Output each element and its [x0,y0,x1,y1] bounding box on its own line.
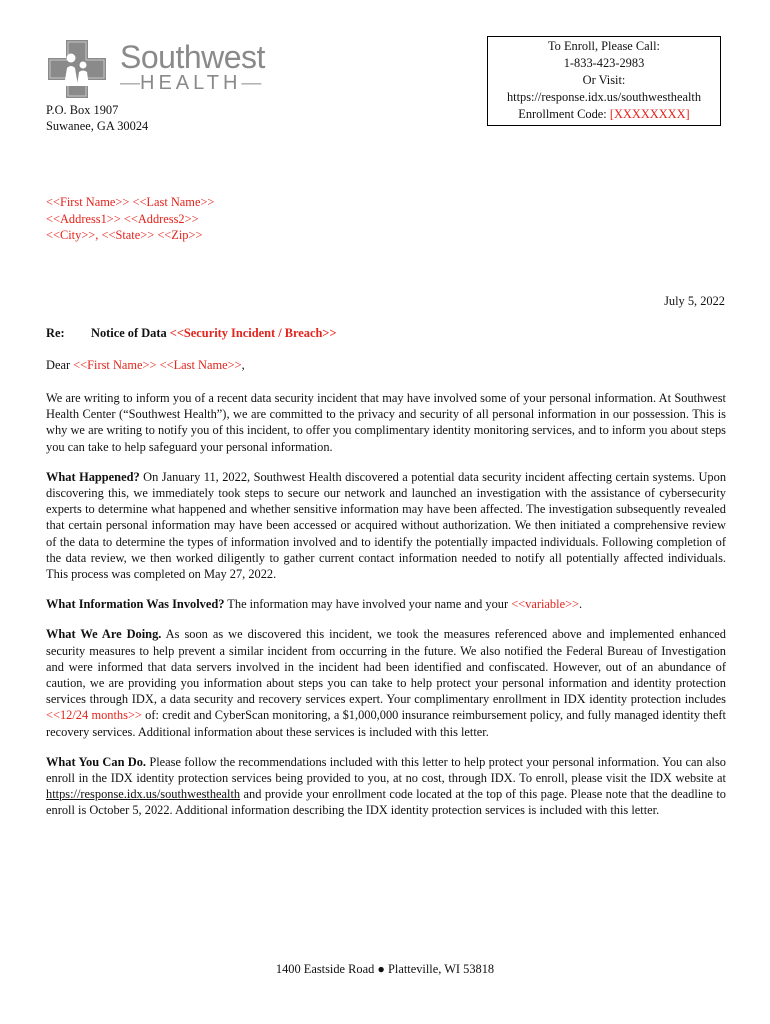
what-happened-heading: What Happened? [46,469,140,484]
what-we-are-doing-text-2: of: credit and CyberScan monitoring, a $1,000,000 insurance reimbursement policy, and fully managed identity theft recovery services. Additional information about these services is included with this letter. [46,708,726,739]
enrollment-code [488,106,720,123]
medical-cross-family-icon [46,38,108,100]
enroll-phone: 1-833-423-2983 [563,56,645,70]
return-address-line: Suwanee, GA 30024 [46,119,149,134]
recipient-address [46,194,214,244]
what-you-can-do-text-2: and provide your enrollment code located at the top of this page. Please note that the deadline to enroll is October 5, 2022. Additional information describing the IDX identity protection services is included with this letter. [46,787,726,818]
enroll-call-label: To Enroll, Please Call: [547,39,660,53]
info-involved-paragraph [46,596,726,612]
logo-wordmark: Southwest [120,39,265,75]
footer-address: 1400 Eastside Road ● Platteville, WI 53818 [275,962,495,976]
info-involved-heading: What Information Was Involved? [46,597,225,612]
recipient-street: <<Address1>> <<Address2>> [46,211,199,226]
subject-prefix: Notice of Data [91,326,170,340]
salutation-name: <<First Name>> <<Last Name>> [73,358,242,372]
recipient-city-state-zip: <<City>>, <<State>> <<Zip>> [46,228,203,242]
what-we-are-doing-text: As soon as we discovered this incident, we took the measures referenced above and implemented enhanced security measures to help prevent a similar incident from occurring in the future. We also notified the Federal Bureau of Investigation and were informed that data servers involved in the incident had been identified and confiscated. However, out of an abundance of caution, we are providing you information about steps you can take to help protect your personal information and identity protection services through IDX, a data security and recovery services expert. Your complimentary enrollment in IDX identity protection includes [46,627,726,707]
enroll-url[interactable]: https://response.idx.us/southwesthealth [506,90,702,104]
letter-body [46,390,726,833]
recipient-name: <<First Name>> <<Last Name>> [46,195,215,209]
subject-label: Re: [46,326,65,340]
enrollment-code-label: Enrollment Code: [518,107,610,121]
what-you-can-do-heading: What You Can Do. [46,754,147,769]
southwest-health-logo [46,38,306,100]
subject-variable: <<Security Incident / Breach>> [169,326,337,340]
what-happened-text: On January 11, 2022, Southwest Health discovered a potential data security incident affecting certain systems. Upon discovering this, we immediately took steps to secure our network and launched an investigation with the assistance of cybersecurity experts to determine what happened and whether sensitive information may have been affected. The investigation subsequently revealed that certain personal information may have been accessed or acquired without authorization. We then initiated a comprehensive review of the data to determine the types of information involved and to identify the potentially impacted individuals. Following completion of the data review, we then worked diligently to gather current contact information needed to notify all potentially affected individuals. This process was completed on May 27, 2022. [46,469,727,582]
what-we-are-doing-heading: What We Are Doing. [46,627,162,642]
return-address [46,102,148,134]
letter-date: July 5, 2022 [664,294,725,308]
salutation [46,357,245,373]
logo-subtitle: — HEALTH — [120,72,265,94]
idx-website-link[interactable]: https://response.idx.us/southwesthealth [46,787,241,802]
what-you-can-do-paragraph [46,754,726,819]
what-happened-paragraph [46,469,726,582]
subject-line [46,325,337,341]
salutation-suffix: , [241,358,245,372]
what-we-are-doing-paragraph [46,626,726,739]
info-involved-end: . [579,597,583,612]
months-variable: <<12/24 months>> [46,708,142,723]
salutation-prefix: Dear [46,358,74,372]
intro-paragraph: We are writing to inform you of a recent data security incident that may have involved some of your personal information. At Southwest Health Center (“Southwest Health”), we are committed to the privacy and security of all personal information in our possession. This is why we are writing to notify you of this incident, to offer you complimentary identity monitoring services, and to inform you about steps you can take to help safeguard your personal information. [46,391,726,454]
enroll-visit-label: Or Visit: [582,73,626,87]
info-involved-text: The information may have involved your name and your [224,597,512,612]
info-involved-variable: <<variable>> [511,597,580,612]
what-you-can-do-text: Please follow the recommendations included with this letter to help protect your personal information. You can also enroll in the IDX identity protection services being provided to you, at no cost, through IDX. To enroll, please visit the IDX website at [46,754,726,786]
enrollment-code-value: [XXXXXXXX] [609,107,690,121]
return-address-line: P.O. Box 1907 [46,103,119,117]
enrollment-info-box [487,36,721,126]
